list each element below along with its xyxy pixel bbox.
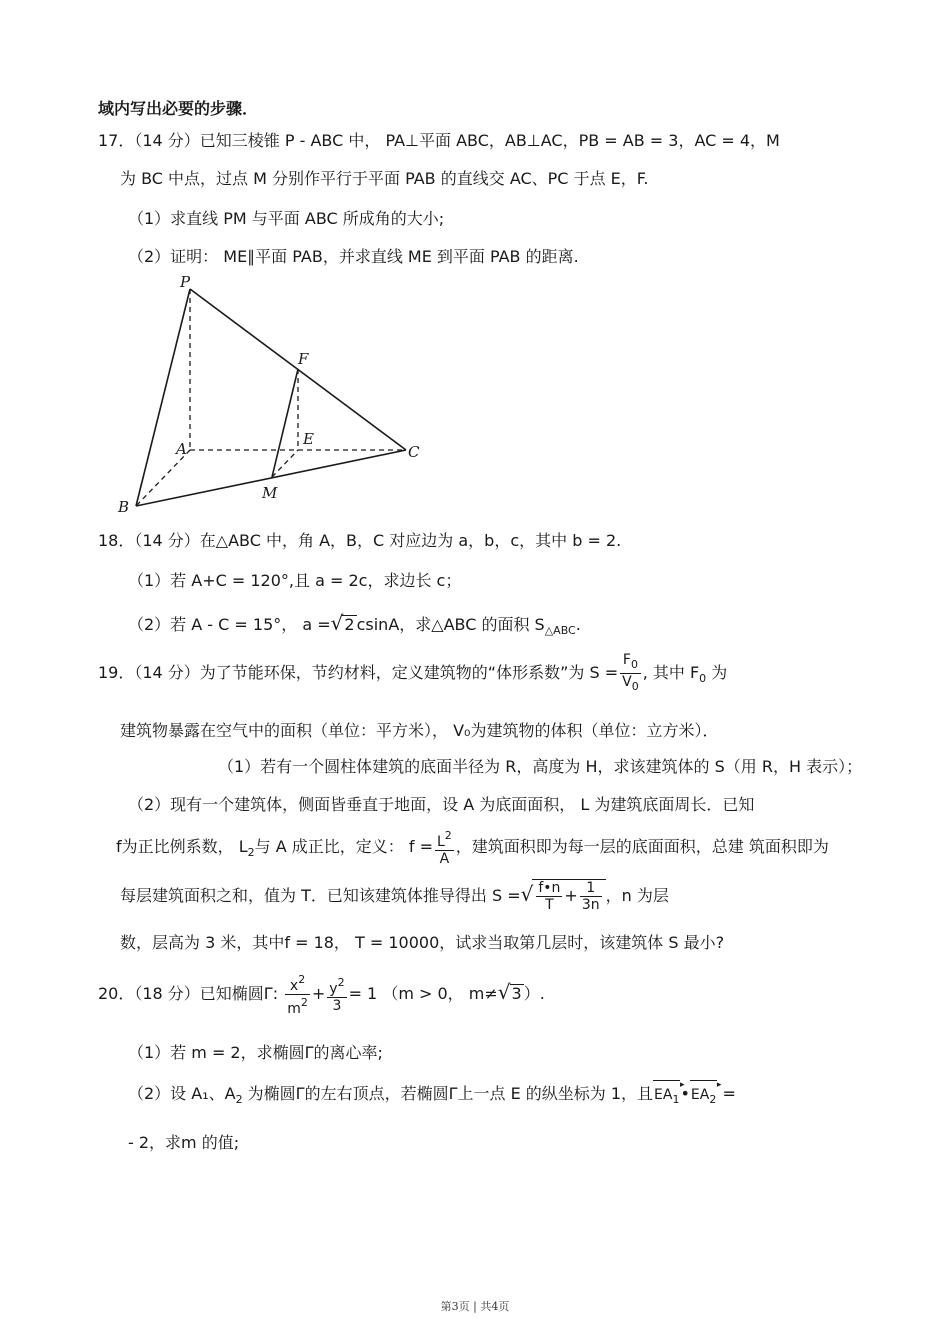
- q17-part1: （1）求直线 PM 与平面 ABC 所成角的大小;: [128, 209, 445, 228]
- fx-fraction: [285, 972, 310, 1017]
- fy-den: 3: [332, 998, 342, 1014]
- q20-plus: +: [311, 984, 326, 1003]
- frac-num-sub: 0: [630, 658, 638, 671]
- label-f: F: [298, 350, 309, 368]
- fy-num-sup: 2: [337, 976, 345, 989]
- q20-part2-a: （2）设 A₁、A: [128, 1084, 236, 1103]
- q18-part2-b: csinA，求△ABC 的面积 S: [356, 615, 545, 634]
- q19-line6-a: 每层建筑面积之和，值为 T．已知该建筑体推导得出 S =: [120, 886, 521, 905]
- q17-part2: （2）证明： ME∥平面 PAB，并求直线 ME 到平面 PAB 的距离.: [128, 247, 579, 266]
- f-den: A: [439, 851, 450, 867]
- label-p: P: [180, 273, 191, 291]
- edge-mf: [272, 369, 298, 477]
- vec2-sub: 2: [709, 1093, 717, 1106]
- fx-num: x: [289, 978, 299, 994]
- q17-line2: 为 BC 中点，过点 M 分别作平行于平面 PAB 的直线交 AC、PC 于点 E，F.: [120, 169, 649, 188]
- q18-radicand: 2: [344, 615, 355, 634]
- q19-part2: （2）现有一个建筑体，侧面皆垂直于地面，设 A 为底面面积， L 为建筑底面周长．已知: [128, 795, 755, 814]
- q20-part2: [128, 1080, 736, 1114]
- q19-line5-c: ，建筑面积即为每一层的底面面积，总建 筑面积即为: [455, 837, 829, 856]
- fy-fraction: [327, 975, 346, 1014]
- s-frac2-num: 1: [580, 880, 602, 897]
- s-plus: +: [564, 886, 578, 905]
- q19-line7: 数，层高为 3 米，其中f = 18， T = 10000，试求当取第几层时，该建筑体 S 最小?: [120, 933, 725, 952]
- sqrt-symbol: √: [330, 611, 344, 635]
- f-fraction: [435, 828, 454, 867]
- sqrt-symbol-3: √: [497, 980, 511, 1004]
- q20-part2-sub: 2: [235, 1093, 243, 1106]
- q17-line1: 17．（14 分）已知三棱锥 P - ABC 中， PA⊥平面 ABC，AB⊥AC，PB = AB = 3，AC = 4，M: [98, 131, 780, 150]
- q19-line6: [120, 874, 669, 916]
- label-a: A: [176, 440, 187, 458]
- q19-line1-c: 为: [706, 663, 728, 682]
- vec2-text: EA: [690, 1087, 710, 1103]
- q19-line2: 建筑物暴露在空气中的面积（单位：平方米）， V₀为建筑物的体积（单位：立方米）．: [120, 721, 719, 740]
- q18-sub: △ABC: [544, 624, 576, 637]
- fx-num-sup: 2: [298, 973, 306, 986]
- edge-ab: [136, 450, 190, 506]
- q20-part2-b: 为椭圆Γ的左右顶点，若椭圆Γ上一点 E 的纵坐标为 1，且: [242, 1084, 654, 1103]
- q19-line6-b: ，n 为层: [605, 886, 669, 905]
- q20-part2-c: =: [717, 1084, 736, 1103]
- s-radicand: [532, 879, 605, 913]
- q19-line5-b: 与 A 成正比，定义： f =: [254, 837, 433, 856]
- s-frac2: [580, 880, 602, 913]
- dot-product: •: [680, 1084, 690, 1103]
- page-footer: 第3页 | 共4页: [440, 1300, 510, 1313]
- q19-line1-a: 19．（14 分）为了节能环保，节约材料，定义建筑物的“体形系数”为 S =: [98, 663, 619, 682]
- q19-line5: [116, 828, 829, 871]
- edge-pb: [136, 289, 190, 506]
- frac-den-sub: 0: [631, 680, 639, 693]
- q20-line1: [98, 972, 545, 1017]
- section-header: 域内写出必要的步骤．: [98, 99, 259, 118]
- f-num: L: [436, 834, 445, 850]
- frac-num: F: [622, 652, 631, 668]
- q18-part2: [128, 612, 581, 642]
- q20-line1-b: = 1 （m > 0， m≠: [348, 984, 498, 1003]
- q20-line1-a: 20．（18 分）已知椭圆Γ:: [98, 984, 279, 1003]
- q19-line1: [98, 652, 727, 697]
- q18-part1: （1）若 A+C = 120°,且 a = 2c，求边长 c；: [128, 571, 462, 590]
- label-e: E: [303, 430, 314, 448]
- q19-line1-b-sub: 0: [699, 672, 707, 685]
- fy-num: y: [329, 981, 338, 997]
- q19-part1: （1）若有一个圆柱体建筑的底面半径为 R，高度为 H，求该建筑体的 S（用 R，H 表示）；: [218, 757, 863, 776]
- fx-den-sup: 2: [300, 996, 308, 1009]
- label-m: M: [262, 484, 278, 502]
- q20-line4: - 2，求m 的值;: [128, 1133, 240, 1152]
- q20-line1-c: ）.: [523, 984, 545, 1003]
- q19-fraction: [620, 652, 641, 695]
- q19-line1-b: , 其中 F: [642, 663, 700, 682]
- q20-part1: （1）若 m = 2，求椭圆Γ的离心率;: [128, 1043, 383, 1062]
- q20-radicand: 3: [511, 984, 522, 1003]
- q18-line1: 18．（14 分）在△ABC 中，角 A，B，C 对应边为 a，b，c，其中 b = 2.: [98, 531, 622, 550]
- s-frac2-den: 3n: [581, 897, 600, 913]
- fx-den: m: [287, 1001, 301, 1017]
- frac-den: V: [622, 674, 632, 690]
- label-b: B: [118, 498, 130, 516]
- s-frac1: [536, 880, 562, 913]
- q18-part2-end: .: [575, 615, 581, 634]
- q18-part2-a: （2）若 A - C = 15°， a =: [128, 615, 331, 634]
- q19-line5-a: f为正比例系数， L: [116, 837, 248, 856]
- vec1-sub: 1: [672, 1093, 680, 1106]
- vector-ea2: [690, 1080, 717, 1114]
- q19-line5-a-sub: 2: [247, 846, 255, 859]
- f-num-sup: 2: [444, 829, 452, 842]
- s-frac1-num: f•n: [538, 880, 561, 896]
- pyramid-figure: [110, 272, 440, 522]
- vec1-text: EA: [654, 1087, 673, 1103]
- label-c: C: [408, 443, 420, 461]
- sqrt-symbol-s: √: [520, 882, 534, 906]
- s-frac1-den: T: [545, 897, 554, 913]
- vector-ea1: [653, 1080, 680, 1114]
